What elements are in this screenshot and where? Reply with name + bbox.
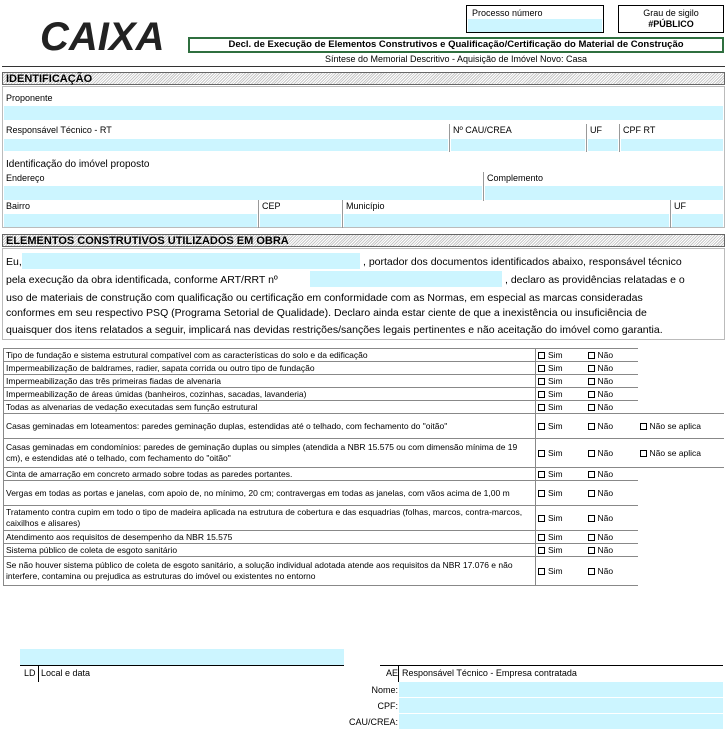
sim-label: Sim <box>548 401 563 412</box>
item-text: Casas geminadas em loteamentos: paredes geminação duplas, estendidas até o telhado, com fechamento do "oitão" <box>4 414 536 439</box>
nome-declarante-input[interactable] <box>22 253 360 269</box>
sim-label: Sim <box>548 349 563 360</box>
item-text: Sistema público de coleta de esgoto sanitário <box>4 544 536 557</box>
nao-label: Não <box>597 487 614 498</box>
caixa-logo <box>38 14 178 56</box>
divider <box>483 172 484 201</box>
cau-crea-footer-label: CAU/CREA: <box>348 717 398 727</box>
proponente-input[interactable] <box>4 106 723 120</box>
sim-cell[interactable] <box>536 349 586 362</box>
table-row <box>4 531 724 544</box>
nao-label: Não <box>597 362 614 373</box>
item-text: Impermeabilização de baldrames, radier, sapata corrida ou outro tipo de fundação <box>4 362 536 375</box>
nao-cell[interactable] <box>586 439 638 468</box>
municipio-input[interactable] <box>344 214 669 227</box>
resp-empresa-label: Responsável Técnico - Empresa contratada <box>402 668 577 678</box>
decl-line2-a: pela execução da obra identificada, conforme ART/RRT nº <box>6 274 278 286</box>
sim-checkbox[interactable] <box>538 490 545 497</box>
grau-label: Grau de sigilo <box>643 8 699 18</box>
nao-checkbox[interactable] <box>588 515 595 522</box>
nao-cell[interactable] <box>586 388 638 401</box>
nao-label: Não <box>597 544 614 555</box>
divider <box>258 200 259 228</box>
nao-checkbox[interactable] <box>588 568 595 575</box>
nao-cell[interactable] <box>586 468 638 481</box>
item-text: Casas geminadas em condomínios: paredes de geminação duplas ou simples (atendida a NBR 15.575 ou com dimensão mínima de 19 cm), e estendidas até o telhado, com fechamento do "oitão" <box>4 439 536 468</box>
decl-line1-a: Eu, <box>6 256 22 268</box>
processo-label: Processo número <box>472 8 543 18</box>
nao-label: Não <box>597 468 614 479</box>
table-row <box>4 414 724 439</box>
cau-crea-label: Nº CAU/CREA <box>453 125 512 135</box>
complemento-input[interactable] <box>485 186 723 200</box>
local-data-label: Local e data <box>41 668 91 678</box>
nao-cell[interactable] <box>586 506 638 531</box>
decl-line2-b: , declaro as providências relatadas e o <box>505 274 685 286</box>
section-elementos: ELEMENTOS CONSTRUTIVOS UTILIZADOS EM OBRA <box>2 234 725 247</box>
table-row <box>4 439 724 468</box>
sim-checkbox[interactable] <box>538 534 545 541</box>
sim-cell[interactable] <box>536 557 586 586</box>
divider <box>342 200 343 228</box>
nao-checkbox[interactable] <box>588 352 595 359</box>
sim-label: Sim <box>548 388 563 399</box>
bairro-input[interactable] <box>4 214 257 227</box>
form-subtitle: Síntese do Memorial Descritivo - Aquisição de Imóvel Novo: Casa <box>324 54 588 64</box>
empty-cell <box>638 531 724 544</box>
sim-cell[interactable] <box>536 468 586 481</box>
sim-cell[interactable] <box>536 439 586 468</box>
sim-checkbox[interactable] <box>538 450 545 457</box>
sim-cell[interactable] <box>536 362 586 375</box>
cau-crea-input[interactable] <box>451 139 585 151</box>
empty-cell <box>638 401 724 414</box>
nao-cell[interactable] <box>586 375 638 388</box>
sim-cell[interactable] <box>536 388 586 401</box>
cpf-rt-input[interactable] <box>621 139 723 151</box>
item-text: Atendimento aos requisitos de desempenho da NBR 15.575 <box>4 531 536 544</box>
sim-cell[interactable] <box>536 414 586 439</box>
empty-cell <box>638 481 724 506</box>
checklist-table <box>3 348 724 586</box>
sim-checkbox[interactable] <box>538 423 545 430</box>
nao-se-aplica-checkbox[interactable] <box>640 450 647 457</box>
endereco-label: Endereço <box>6 173 45 183</box>
sim-label: Sim <box>548 375 563 386</box>
item-text: Impermeabilização de áreas úmidas (banheiros, cozinhas, sacadas, lavanderia) <box>4 388 536 401</box>
nao-checkbox[interactable] <box>588 378 595 385</box>
sim-label: Sim <box>548 565 563 576</box>
nao-checkbox[interactable] <box>588 365 595 372</box>
processo-box <box>466 5 604 33</box>
divider <box>586 124 587 152</box>
item-text: Cinta de amarração em concreto armado sobre todas as paredes portantes. <box>4 468 536 481</box>
item-text: Todas as alvenarias de vedação executadas sem função estrutural <box>4 401 536 414</box>
nao-label: Não <box>597 531 614 542</box>
responsavel-label: Responsável Técnico - RT <box>6 125 112 135</box>
section-identificacao: IDENTIFICAÇÃO <box>2 72 725 85</box>
empty-cell <box>638 557 724 586</box>
sim-label: Sim <box>548 468 563 479</box>
ld-label: LD <box>24 668 36 678</box>
sim-cell[interactable] <box>536 375 586 388</box>
cau-crea-footer-input[interactable] <box>399 714 723 729</box>
divider <box>398 666 399 682</box>
nao-checkbox[interactable] <box>588 391 595 398</box>
table-row <box>4 401 724 414</box>
table-row <box>4 362 724 375</box>
nao-cell[interactable] <box>586 349 638 362</box>
nao-se-aplica-label: Não se aplica <box>649 447 702 458</box>
responsavel-input[interactable] <box>4 139 448 151</box>
cpf-rt-label: CPF RT <box>623 125 656 135</box>
table-row <box>4 375 724 388</box>
sim-checkbox[interactable] <box>538 471 545 478</box>
nome-input[interactable] <box>399 682 723 697</box>
item-text: Impermeabilização das três primeiras fiadas de alvenaria <box>4 375 536 388</box>
nao-label: Não <box>597 349 614 360</box>
grau-value: #PÚBLICO <box>648 19 694 29</box>
nao-checkbox[interactable] <box>588 423 595 430</box>
nao-se-aplica-label: Não se aplica <box>649 420 702 431</box>
table-row <box>4 557 724 586</box>
signature-line <box>380 665 723 666</box>
grau-sigilo-box <box>618 5 724 33</box>
art-rrt-input[interactable] <box>310 271 502 287</box>
decl-line4: conformes em seu respectivo PSQ (Programa Setorial de Qualidade). Declaro ainda estar ciente de que a inexistência ou insuficiência de <box>6 307 647 319</box>
divider <box>449 124 450 152</box>
nao-cell[interactable] <box>586 557 638 586</box>
nao-label: Não <box>597 512 614 523</box>
imovel-label: Identificação do imóvel proposto <box>6 159 150 170</box>
sim-checkbox[interactable] <box>538 404 545 411</box>
sim-cell[interactable] <box>536 544 586 557</box>
nao-label: Não <box>597 565 614 576</box>
uf-label: UF <box>590 125 602 135</box>
uf-input[interactable] <box>588 139 618 151</box>
empty-cell <box>638 544 724 557</box>
cep-label: CEP <box>262 201 281 211</box>
header-divider <box>2 66 725 67</box>
empty-cell <box>638 375 724 388</box>
sim-label: Sim <box>548 512 563 523</box>
sim-checkbox[interactable] <box>538 378 545 385</box>
sim-checkbox[interactable] <box>538 391 545 398</box>
item-text: Tratamento contra cupim em todo o tipo de madeira aplicada na estrutura de cobertura e das esquadrias (folhas, marcos, contra-marcos, caixilhos e alisares) <box>4 506 536 531</box>
nao-se-aplica-cell[interactable] <box>638 439 724 468</box>
sim-cell[interactable] <box>536 481 586 506</box>
nome-label: Nome: <box>371 685 398 695</box>
nao-se-aplica-checkbox[interactable] <box>640 423 647 430</box>
sim-cell[interactable] <box>536 506 586 531</box>
item-text: Vergas em todas as portas e janelas, com apoio de, no mínimo, 20 cm; contravergas em todas as janelas, com vãos acima de 1,00 m <box>4 481 536 506</box>
table-row <box>4 388 724 401</box>
nao-label: Não <box>597 401 614 412</box>
nao-checkbox[interactable] <box>588 404 595 411</box>
divider <box>38 666 39 682</box>
form-title: Decl. de Execução de Elementos Construtivos e Qualificação/Certificação do Material de Construção <box>188 37 724 53</box>
sim-checkbox[interactable] <box>538 515 545 522</box>
processo-input[interactable] <box>468 19 602 32</box>
logo-text: CAIXA <box>40 15 165 56</box>
proponente-label: Proponente <box>6 93 53 103</box>
sim-label: Sim <box>548 420 563 431</box>
nao-label: Não <box>597 420 614 431</box>
sim-label: Sim <box>548 487 563 498</box>
cpf-input[interactable] <box>399 698 723 713</box>
nao-checkbox[interactable] <box>588 490 595 497</box>
decl-line3: uso de materiais de construção com qualificação ou certificação em conformidade com as Normas, em especial as marcas consideradas <box>6 292 643 304</box>
empty-cell <box>638 468 724 481</box>
nao-cell[interactable] <box>586 401 638 414</box>
decl-line5: quaisquer dos itens relatados a seguir, implicará nas devidas restrições/sanções legais pertinentes e não aceitação do imóvel como garantia. <box>6 324 663 336</box>
divider <box>619 124 620 152</box>
sim-checkbox[interactable] <box>538 365 545 372</box>
sim-checkbox[interactable] <box>538 547 545 554</box>
item-text: Se não houver sistema público de coleta de esgoto sanitário, a solução individual adotada atende aos requisitos da NBR 17.076 e não interfere, contamina ou prejudica as estruturas do imóvel ou existentes no entorno <box>4 557 536 586</box>
empty-cell <box>638 362 724 375</box>
nao-label: Não <box>597 388 614 399</box>
sim-label: Sim <box>548 531 563 542</box>
endereco-input[interactable] <box>4 186 482 200</box>
nao-checkbox[interactable] <box>588 450 595 457</box>
sim-label: Sim <box>548 544 563 555</box>
ae-label: AE <box>386 668 399 678</box>
item-text: Tipo de fundação e sistema estrutural compatível com as características do solo e da edificação <box>4 349 536 362</box>
sim-cell[interactable] <box>536 531 586 544</box>
nao-cell[interactable] <box>586 362 638 375</box>
uf2-label: UF <box>674 201 686 211</box>
sim-label: Sim <box>548 447 563 458</box>
nao-label: Não <box>597 447 614 458</box>
table-row <box>4 506 724 531</box>
nao-checkbox[interactable] <box>588 471 595 478</box>
local-data-input[interactable] <box>20 649 344 665</box>
cep-input[interactable] <box>260 214 341 227</box>
nao-label: Não <box>597 375 614 386</box>
empty-cell <box>638 506 724 531</box>
nao-checkbox[interactable] <box>588 547 595 554</box>
nao-cell[interactable] <box>586 531 638 544</box>
uf2-input[interactable] <box>672 214 723 227</box>
table-row <box>4 468 724 481</box>
divider <box>670 200 671 228</box>
nao-se-aplica-cell[interactable] <box>638 414 724 439</box>
table-row <box>4 481 724 506</box>
nao-cell[interactable] <box>586 481 638 506</box>
municipio-label: Município <box>346 201 385 211</box>
signature-line <box>20 665 344 666</box>
sim-checkbox[interactable] <box>538 568 545 575</box>
complemento-label: Complemento <box>487 173 544 183</box>
nao-cell[interactable] <box>586 544 638 557</box>
sim-cell[interactable] <box>536 401 586 414</box>
sim-checkbox[interactable] <box>538 352 545 359</box>
table-row <box>4 349 724 362</box>
bairro-label: Bairro <box>6 201 31 211</box>
sim-label: Sim <box>548 362 563 373</box>
table-row <box>4 544 724 557</box>
empty-cell <box>638 388 724 401</box>
empty-cell <box>638 349 724 362</box>
cpf-label: CPF: <box>377 701 398 711</box>
nao-cell[interactable] <box>586 414 638 439</box>
nao-checkbox[interactable] <box>588 534 595 541</box>
decl-line1-b: , portador dos documentos identificados abaixo, responsável técnico <box>363 256 682 268</box>
